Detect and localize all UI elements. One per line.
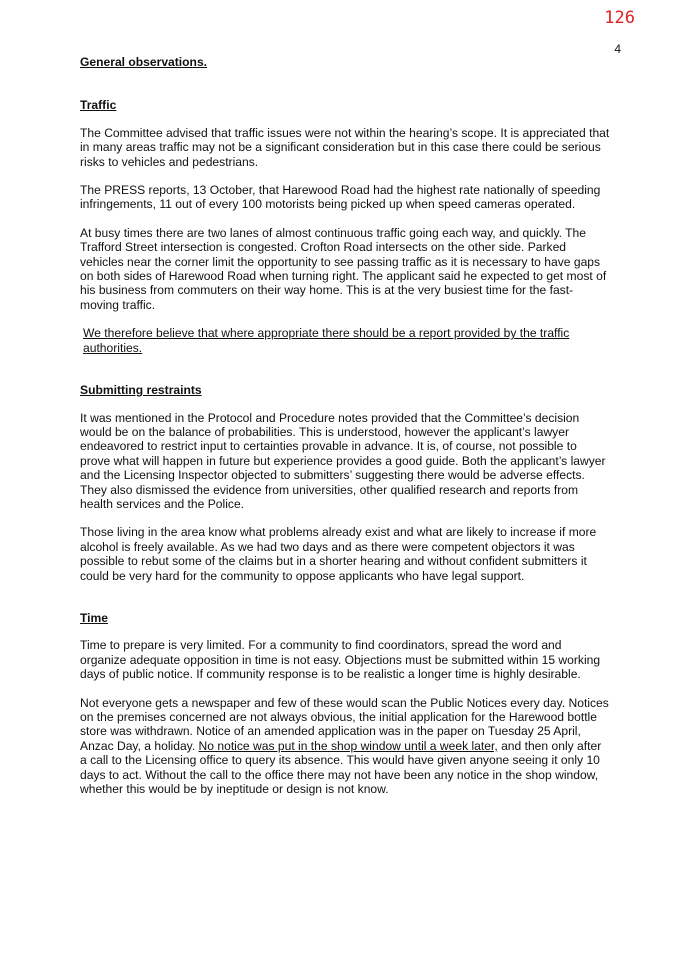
page-stamp: 126 [604,8,635,28]
submitting-paragraph: Those living in the area know what problems already exist and what are likely to increase if more alcohol is freely available. As we had two days and as there were competent objectors it was possible to rebut some of the claims but in a shorter hearing and without confident submitters it could be very hard for the community to oppose applicants who have legal support. [80,525,597,583]
traffic-paragraph: The PRESS reports, 13 October, that Harewood Road had the highest rate nationally of speeding infringements, 11 out of every 100 motorists being picked up when speed cameras operated. [80,183,601,212]
time-underlined-text: No notice was put in the shop window until a week later, [198,738,498,753]
traffic-heading: Traffic [80,98,117,113]
traffic-paragraph: The Committee advised that traffic issues were not within the hearing’s scope. It is appreciated that in many areas traffic may not be a significant consideration but in this case there could be serious risks to vehicles and pedestrians. [80,125,610,169]
time-paragraph [80,696,610,797]
document-body [80,55,610,796]
time-text: Not everyone gets a newspaper and few of these would scan the Public Notices every day. Notices on the premises concerned are not always obvious, the initial application for the Harewood bottle store was withdrawn. Notice of an amended application was in the paper on Tuesday 25 April, Anzac Day, a holiday. [80,695,609,753]
submitting-paragraph: It was mentioned in the Protocol and Procedure notes provided that the Committee’s decision would be on the balance of probabilities. This is understood, however the applicant’s lawyer endeavored to restrict input to certainties provable in advance. It is, of course, not possible to prove what will happen in future but experience provides a good guide. Both the applicant’s lawyer and the Licensing Inspector objected to submitters’ suggesting there would be adverse effects. They also dismissed the evidence from universities, other qualified research and reports from health services and the Police. [80,410,606,511]
submitting-heading: Submitting restraints [80,383,202,398]
traffic-recommendation: We therefore believe that where appropriate there should be a report provided by the traffic authorities. [83,326,570,355]
traffic-paragraph: At busy times there are two lanes of almost continuous traffic going each way, and quickly. The Trafford Street intersection is congested. Crofton Road intersects on the other side. Parked vehicles near the corner limit the opportunity to see passing traffic as it is necessary to have gaps on both sides of Harewood Road when turning right. The applicant said he expected to get most of his business from commuters on their way home. This is at the very busiest time for the fast-moving traffic. [80,225,607,312]
page-number: 4 [614,42,621,56]
time-paragraph: Time to prepare is very limited. For a community to find coordinators, spread the word and organize adequate opposition in time is not easy. Objections must be submitted within 15 working days of public notice. If community response is to be realistic a longer time is highly desirable. [80,638,601,682]
time-heading: Time [80,610,109,625]
time-text: and then only after a call to the Licensing office to query its absence. This would have given anyone seeing it only 10 days to act. Without the call to the office there may not have been any notice in the shop window, whether this would be by ineptitude or design is not know. [80,738,602,797]
document-title: General observations. [80,55,208,69]
